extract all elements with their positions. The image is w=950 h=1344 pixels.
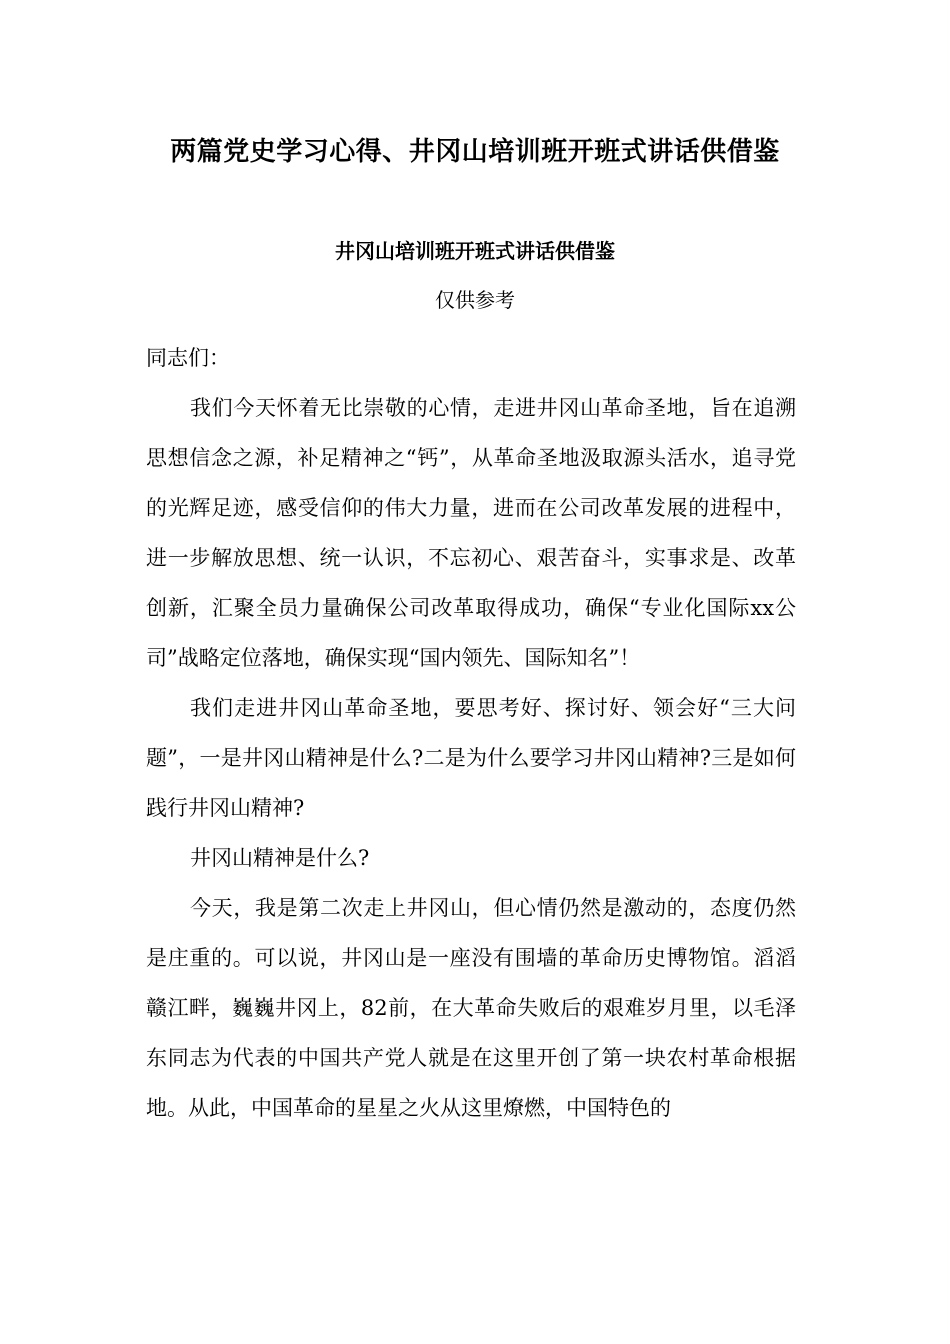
section-heading: 井冈山精神是什么? [190, 846, 370, 870]
document-body [146, 333, 796, 1133]
speech-title: 井冈山培训班开班式讲话供借鉴 [335, 239, 615, 263]
paragraph: 我们走进井冈山革命圣地，要思考好、探讨好、领会好“三大问题”，一是井冈山精神是什么?二是为什么要学习井冈山精神?三是如何践行井冈山精神? [146, 696, 796, 820]
document-title: 两篇党史学习心得、井冈山培训班开班式讲话供借鉴 [170, 137, 780, 167]
salutation: 同志们： [146, 346, 230, 370]
paragraph: 今天，我是第二次走上井冈山，但心情仍然是激动的，态度仍然是庄重的。可以说，井冈山是一座没有围墙的革命历史博物馆。滔滔赣江畔，巍巍井冈上，82前，在大革命失败后的艰难岁月里，以毛泽东同志为代表的中国共产党人就是在这里开创了第一块农村革命根据地。从此，中国革命的星星之火从这里燎燃，中国特色的 [146, 896, 796, 1120]
paragraph: 我们今天怀着无比崇敬的心情，走进井冈山革命圣地，旨在追溯思想信念之源，补足精神之“钙”，从革命圣地汲取源头活水，追寻党的光辉足迹，感受信仰的伟大力量，进而在公司改革发展的进程中，进一步解放思想、统一认识，不忘初心、艰苦奋斗，实事求是、改革创新，汇聚全员力量确保公司改革取得成功，确保“专业化国际xx公司”战略定位落地，确保实现“国内领先、国际知名”！ [146, 396, 796, 670]
reference-note: 仅供参考 [435, 288, 515, 312]
